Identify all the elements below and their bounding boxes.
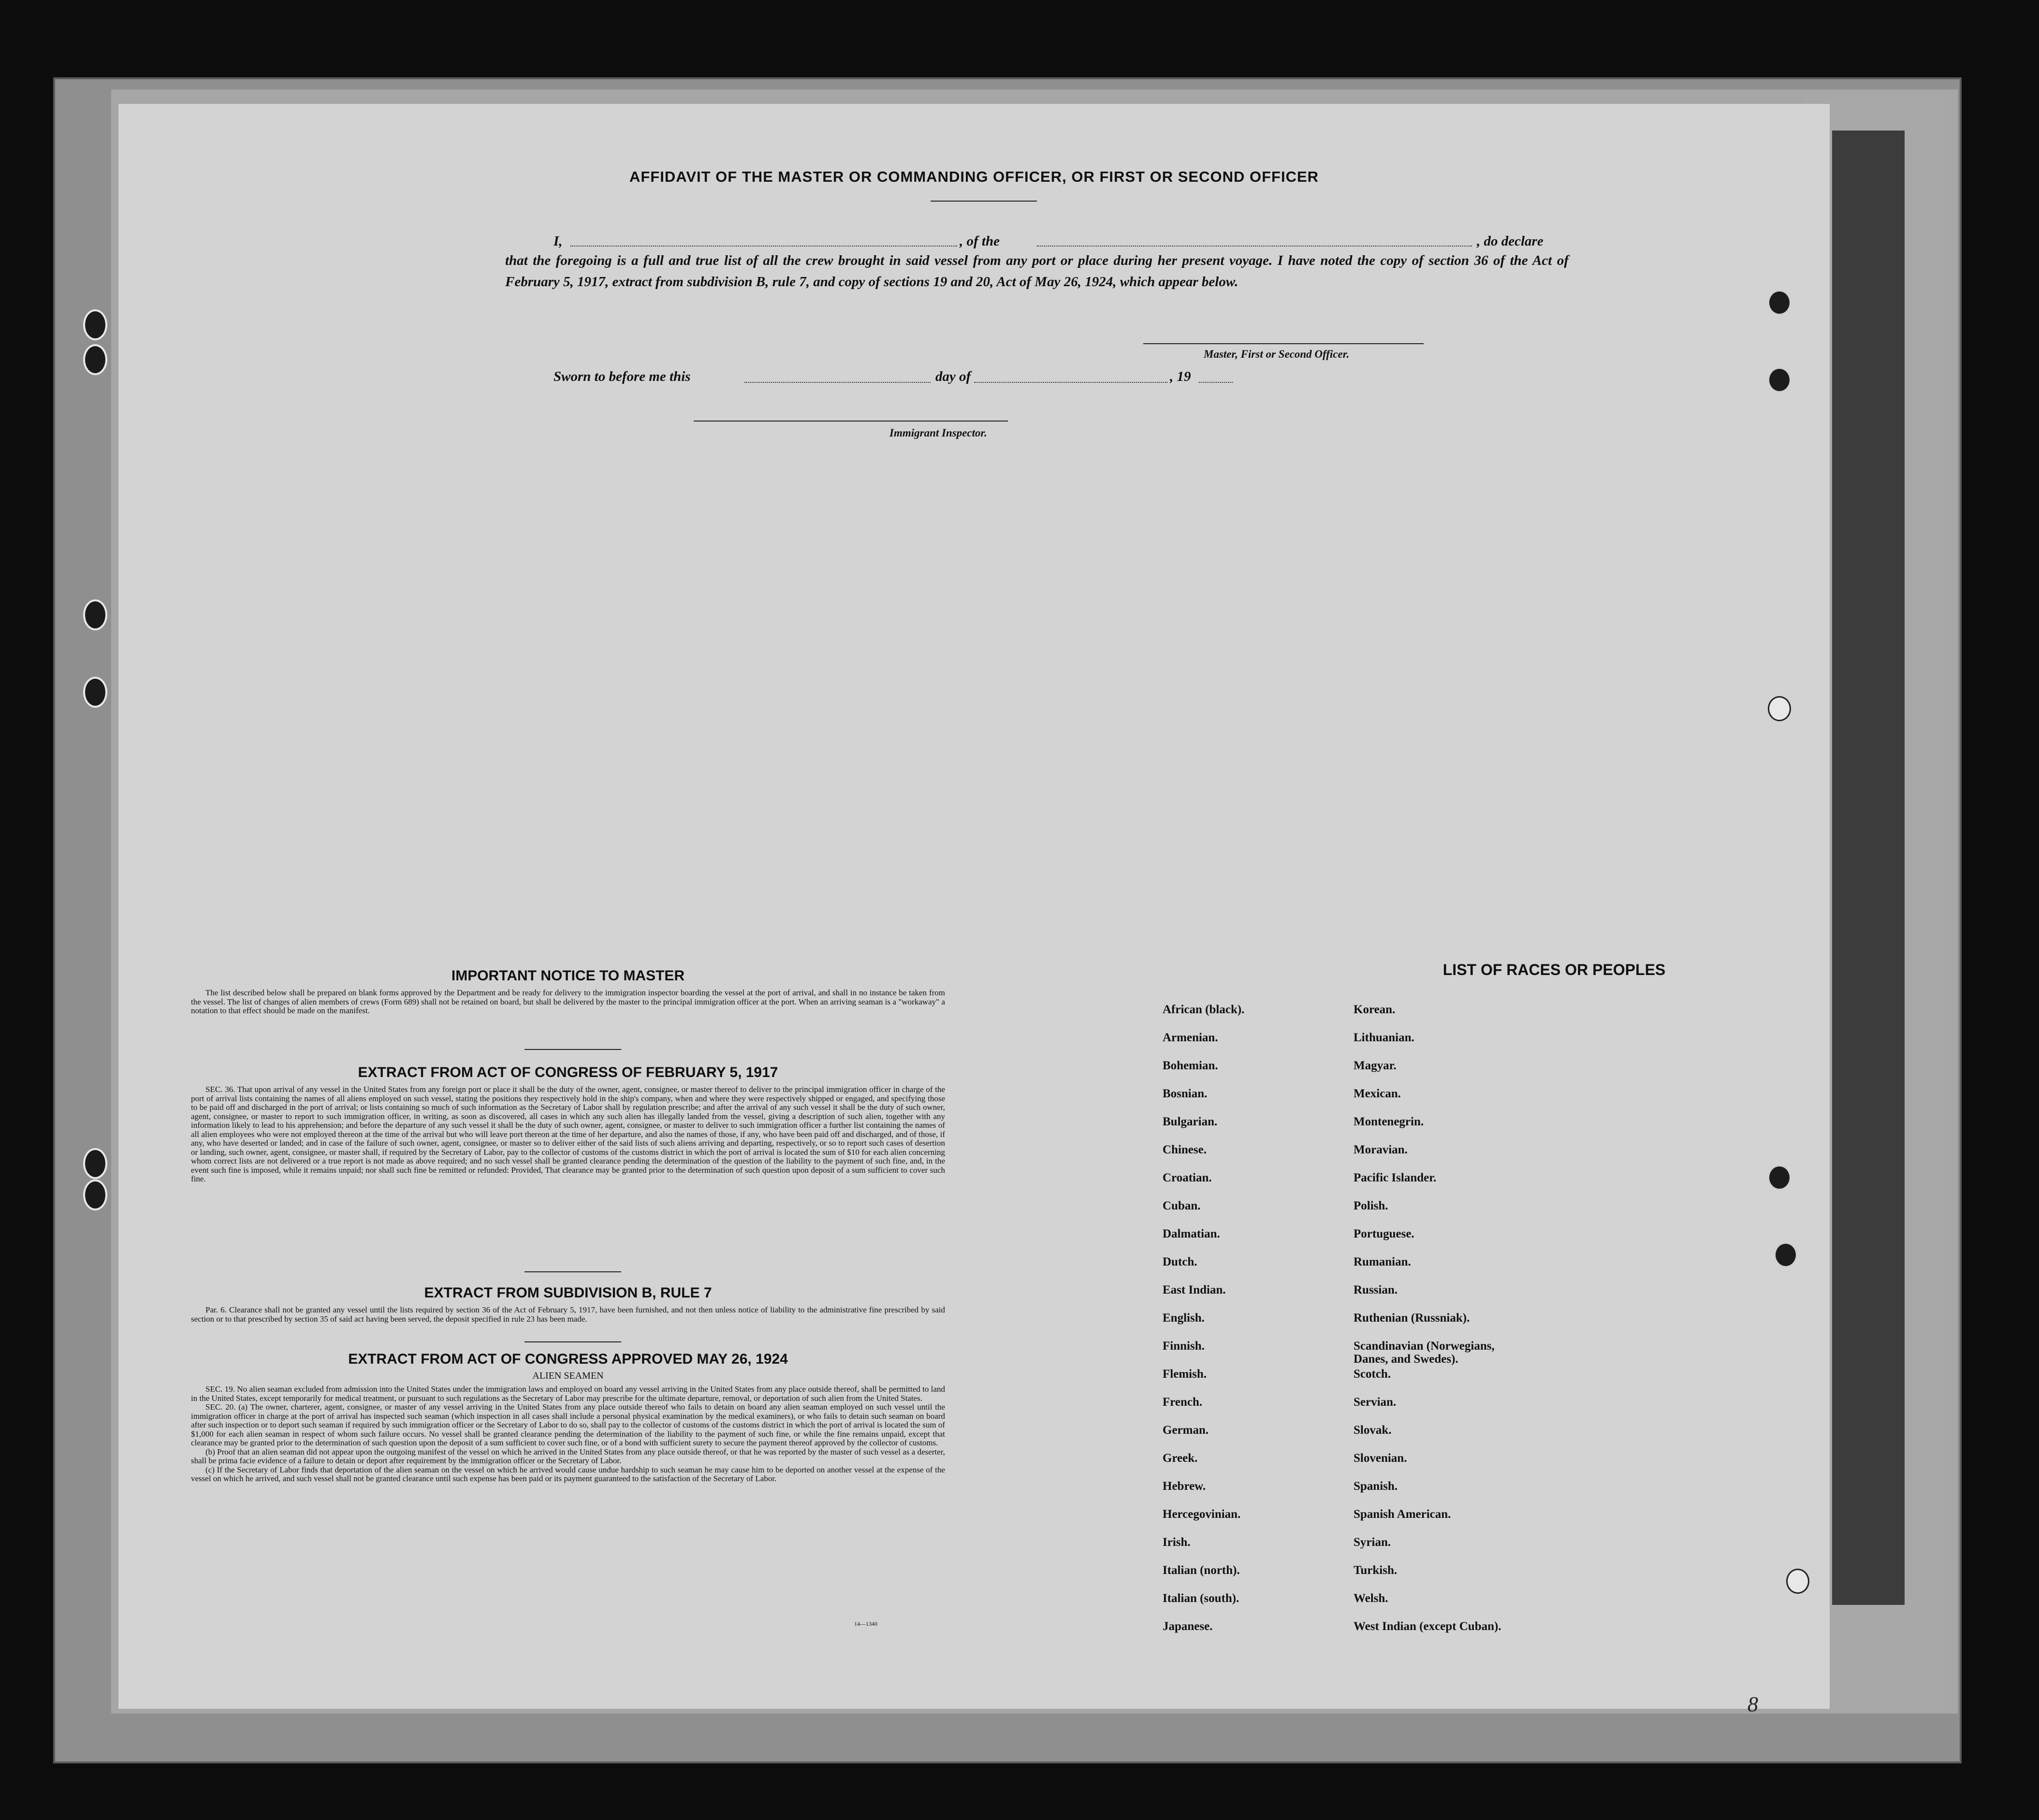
- race-item: Italian (north).: [1163, 1564, 1240, 1577]
- punch-hole-icon: [1768, 367, 1791, 393]
- punch-hole-icon: [1786, 1569, 1809, 1594]
- form-number: 14—1340: [854, 1620, 877, 1627]
- binder-hole-icon: [83, 599, 107, 630]
- act-1924-sec-20b: (b) Proof that an alien seaman did not appear upon the outgoing manifest of the vessel on which he arrived in the United States from any place outside thereof, or that he was reported by the master of such vessel as a deserter, shall be prima facie evidence of a failure to detain or deport after requirement by the immigration officer or the Secretary of Labor.: [191, 1447, 945, 1465]
- act-1924-text: [191, 1385, 945, 1484]
- race-item: Moravian.: [1354, 1143, 1408, 1156]
- race-item: Ruthenian (Russniak).: [1354, 1311, 1470, 1325]
- title-rule: [931, 201, 1037, 202]
- affidavit-i-label: I,: [553, 233, 563, 249]
- race-item: Mexican.: [1354, 1087, 1401, 1100]
- section-divider: [524, 1049, 621, 1050]
- race-item: German.: [1163, 1424, 1209, 1437]
- race-item: Scotch.: [1354, 1368, 1391, 1381]
- alien-seamen-subtitle: ALIEN SEAMEN: [532, 1370, 604, 1381]
- sworn-day-blank: [744, 382, 931, 383]
- binder-hole-icon: [83, 1179, 107, 1210]
- sworn-label: Sworn to before me this: [553, 369, 691, 384]
- binder-hole-icon: [83, 309, 107, 340]
- race-item: Chinese.: [1163, 1143, 1207, 1156]
- notice-title: IMPORTANT NOTICE TO MASTER: [451, 968, 685, 984]
- race-item: Portuguese.: [1354, 1227, 1414, 1240]
- race-item: English.: [1163, 1311, 1205, 1325]
- race-item: Russian.: [1354, 1283, 1398, 1296]
- affidavit-of-the-label: , of the: [960, 233, 1000, 249]
- binder-hole-icon: [83, 677, 107, 708]
- race-item: Bulgarian.: [1163, 1115, 1218, 1128]
- year-label: , 19: [1170, 369, 1191, 384]
- affidavit-statement: that the foregoing is a full and true list of all the crew brought in said vessel from any port or place during her present voyage. I have noted the copy of section 36 of the Act of February 5, 1917, extract from subdivision B, rule 7, and copy of sections 19 and 20, Act of May 26, 1924, which appear below.: [505, 253, 1569, 290]
- notice-text: [191, 989, 945, 1016]
- punch-hole-icon: [1774, 1242, 1797, 1267]
- race-item: French.: [1163, 1396, 1203, 1409]
- race-item: Irish.: [1163, 1536, 1191, 1549]
- race-item: African (black).: [1163, 1003, 1245, 1016]
- act-1917-text: [191, 1085, 945, 1184]
- rule-7-title: EXTRACT FROM SUBDIVISION B, RULE 7: [424, 1285, 712, 1301]
- race-item: Slovak.: [1354, 1424, 1392, 1437]
- binder-hole-icon: [83, 344, 107, 375]
- rule-7-paragraph: Par. 6. Clearance shall not be granted any vessel until the lists required by section 36 of the Act of February 5, 1917, have been furnished, and not then unless notice of liability to the administrative fine prescribed by said section or to that prescribed by section 35 of said act having been served, the deposit specified in rule 23 has been made.: [191, 1305, 945, 1324]
- act-1924-title: EXTRACT FROM ACT OF CONGRESS APPROVED MAY 26, 1924: [348, 1351, 788, 1367]
- margin-note: 8: [1748, 1692, 1758, 1716]
- day-of-label: day of: [935, 369, 971, 384]
- document-page: [118, 104, 1830, 1716]
- inspector-label: Immigrant Inspector.: [889, 427, 987, 439]
- race-item: Armenian.: [1163, 1031, 1218, 1044]
- race-item: Spanish.: [1354, 1480, 1398, 1493]
- act-1917-section-36: SEC. 36. That upon arrival of any vessel in the United States from any foreign port or place it shall be the duty of the owner, agent, consignee, or master thereof to deliver to the principal immigration officer in charge of the port of arrival lists containing the names of all aliens employed on such vessel, stating the positions they respectively hold in the ship's company, when and where they were respectively shipped or engaged, and specifying those to be paid off and discharged in the port of arrival; or lists containing so much of such information as the Secretary of Labor shall by regulation prescribe; and after the arrival of any such vessel it shall be the duty of such owner, agent, consignee, or master to report to such immigration officer, in writing, as soon as discovered, all cases in which any such alien has illegally landed from the vessel, giving a description of such alien, together with any information likely to lead to his apprehension; and before the departure of any such vessel it shall be the duty of such owner, agent, consignee, or master to deliver to such immigration officer a further list containing the names of all alien employees who were not employed thereon at the time of the arrival but who will leave port thereon at the time of her departure, and also the names of those, if any, who have been paid off and discharged, and of those, if any, who have deserted or landed; and in case of the failure of such owner, agent, consignee, or master so to deliver either of the said lists of such aliens arriving and departing, respectively, or so to report such cases of desertion or landing, such owner, agent, consignee, or master shall, if required by the Secretary of Labor, pay to the collector of customs of the customs district in which the port of arrival is located the sum of $10 for each alien concerning whom correct lists are not delivered or a true report is not made as above required; and no such vessel shall be granted clearance pending the determination of the question of the liability to the payment of such fine, and, in the event such fine is imposed, while it remains unpaid; nor shall such fine be remitted or refunded: Provided, That clearance may be granted prior to the determination of such question upon deposit of a sum sufficient to cover such fine.: [191, 1085, 945, 1183]
- race-item: Pacific Islander.: [1354, 1171, 1437, 1184]
- name-blank: [570, 246, 957, 247]
- act-1924-sec-19: SEC. 19. No alien seaman excluded from admission into the United States under the immigration laws and employed on board any vessel arriving in the United States from any place outside thereof, shall be permitted to land in the United States, except temporarily for medical treatment, or pursuant to such regulations as the Secretary of Labor may prescribe for the ultimate departure, removal, or deportation of such alien from the United States.: [191, 1384, 945, 1403]
- race-item: Syrian.: [1354, 1536, 1391, 1549]
- inspector-signature-line: [694, 421, 1008, 422]
- affidavit-title: AFFIDAVIT OF THE MASTER OR COMMANDING OFFICER, OR FIRST OR SECOND OFFICER: [629, 168, 1319, 185]
- race-item: Servian.: [1354, 1396, 1397, 1409]
- section-divider: [524, 1341, 621, 1342]
- race-item: Korean.: [1354, 1003, 1396, 1016]
- act-1924-sec-20a: SEC. 20. (a) The owner, charterer, agent, consignee, or master of any vessel arriving in the United States from any place outside thereof who fails to detain on board any alien seaman employed on such vessel until the immigration officer in charge at the port of arrival has inspected such seaman (which inspection in all cases shall include a personal physical examination by the medical examiners), or who fails to detain such seaman on board after such inspection or to deport such seaman if required by such immigration officer or the Secretary of Labor to do so, shall pay to the collector of customs of the customs district in which the port of arrival is located the sum of $1,000 for each alien seaman in respect of whom such failure occurs. No vessel shall be granted clearance pending the determination of the liability to the payment of such fine, or while the fine remains unpaid, except that clearance may be granted prior to the determination of such question upon the deposit of a sum sufficient to cover such fine, or of a bond with sufficient surety to secure the payment thereof approved by the collector of customs.: [191, 1402, 945, 1447]
- master-signature-label: Master, First or Second Officer.: [1204, 348, 1350, 360]
- race-item: Croatian.: [1163, 1171, 1212, 1184]
- binder-hole-icon: [83, 1148, 107, 1179]
- race-item: Japanese.: [1163, 1620, 1213, 1633]
- race-item: Lithuanian.: [1354, 1031, 1414, 1044]
- notice-paragraph: The list described below shall be prepared on blank forms approved by the Department and be ready for delivery to the immigration inspector boarding the vessel at the port of arrival, and shall in no instance be taken from the vessel. The list of changes of alien members of crews (Form 689) shall not be retained on board, but shall be delivered by the master to the principal immigration officer at the port. When an arriving seaman is a "workaway" a notation to that effect should be made on the manifest.: [191, 988, 945, 1015]
- race-item: Magyar.: [1354, 1059, 1397, 1072]
- race-item: Slovenian.: [1354, 1452, 1407, 1465]
- race-item: Welsh.: [1354, 1592, 1388, 1605]
- race-item: Scandinavian (Norwegians, Danes, and Swedes).: [1354, 1340, 1495, 1366]
- race-item: Cuban.: [1163, 1199, 1201, 1212]
- affidavit-declare-label: , do declare: [1477, 233, 1544, 249]
- race-item: East Indian.: [1163, 1283, 1226, 1296]
- races-title: LIST OF RACES OR PEOPLES: [1442, 961, 1666, 978]
- binding-strip: [1832, 131, 1905, 1605]
- punch-hole-icon: [1768, 1165, 1791, 1190]
- race-item: West Indian (except Cuban).: [1354, 1620, 1501, 1633]
- race-item: Turkish.: [1354, 1564, 1398, 1577]
- race-item: Greek.: [1163, 1452, 1198, 1465]
- section-divider: [524, 1271, 621, 1272]
- race-item: Hercegovinian.: [1163, 1508, 1241, 1521]
- race-item: Italian (south).: [1163, 1592, 1239, 1605]
- race-item: Hebrew.: [1163, 1480, 1206, 1493]
- race-item: Polish.: [1354, 1199, 1388, 1212]
- act-1917-title: EXTRACT FROM ACT OF CONGRESS OF FEBRUARY 5, 1917: [358, 1064, 778, 1080]
- race-item: Rumanian.: [1354, 1255, 1411, 1268]
- race-item: Spanish American.: [1354, 1508, 1451, 1521]
- punch-hole-icon: [1768, 696, 1791, 721]
- race-item: Montenegrin.: [1354, 1115, 1424, 1128]
- race-item: Dutch.: [1163, 1255, 1197, 1268]
- act-1924-sec-20c: (c) If the Secretary of Labor finds that deportation of the alien seaman on the vessel on which he arrived would cause undue hardship to such seaman he may cause him to be deported on another vessel at the expense of the vessel on which he arrived, and such vessel shall not be granted clearance until such expense has been paid or its payment guaranteed to the satisfaction of the Secretary of Labor.: [191, 1465, 945, 1483]
- punch-hole-icon: [1768, 290, 1791, 315]
- rule-7-text: [191, 1306, 945, 1324]
- race-item: Flemish.: [1163, 1368, 1207, 1381]
- year-blank: [1199, 382, 1233, 383]
- race-item: Bohemian.: [1163, 1059, 1218, 1072]
- race-item: Finnish.: [1163, 1340, 1205, 1353]
- sworn-month-blank: [974, 382, 1167, 383]
- race-item: Dalmatian.: [1163, 1227, 1220, 1240]
- master-signature-line: [1143, 343, 1424, 344]
- vessel-blank: [1037, 246, 1472, 247]
- race-item: Bosnian.: [1163, 1087, 1208, 1100]
